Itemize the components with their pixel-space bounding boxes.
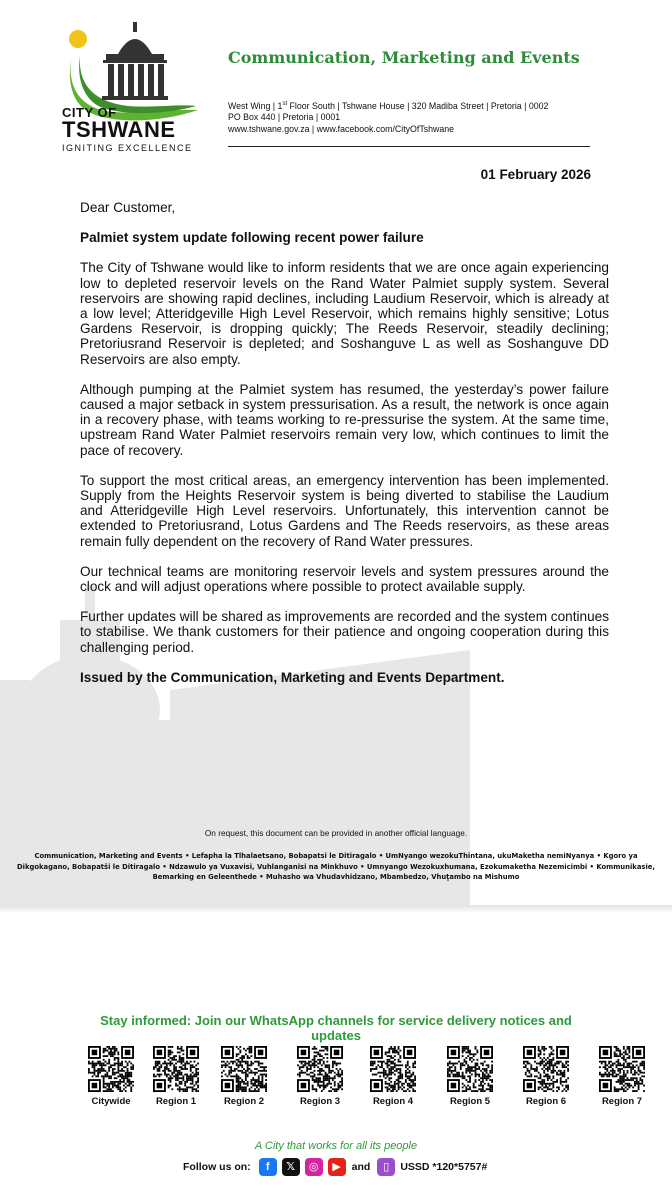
- address-line: PO Box 440 | Pretoria | 0001: [228, 112, 341, 123]
- qr-label: Region 1: [155, 1096, 197, 1107]
- logo-wordmark: [62, 106, 212, 153]
- header-divider: [228, 146, 590, 147]
- salutation: Dear Customer,: [80, 200, 176, 215]
- qr-code-icon[interactable]: [447, 1046, 493, 1092]
- qr-code-icon[interactable]: [370, 1046, 416, 1092]
- qr-code-icon[interactable]: [599, 1046, 645, 1092]
- ussd-code: USSD *120*5757#: [400, 1161, 488, 1173]
- department-languages: Communication, Marketing and Events • Lefapha la Tlhalaetsano, Bobapatsi le Ditiragalo • UmNyango wezokuThintana, ukuMaketha nemiNyanya • Kgoro ya Dikgokagano, Bobapatši le Ditiragalo • Ndzawulo ya Vuxavisi, Vuhlanganisi na Minkhuvo • Umnyango Wezokuxhumana, Ezokumaketha Nezemicimbi • Kommunikasie, Bemarking en Geleenthede • Muhasho wa Vhudavhidzano, Mbambedzo, Vhuṱambo na Mishumo: [17, 852, 655, 881]
- qr-channel-region-4[interactable]: [353, 1046, 433, 1107]
- subject-line: Palmiet system update following recent power failure: [80, 230, 424, 246]
- qr-code-icon[interactable]: [523, 1046, 569, 1092]
- qr-code-icon[interactable]: [297, 1046, 343, 1092]
- qr-channel-region-3[interactable]: [280, 1046, 360, 1107]
- qr-channel-region-7[interactable]: [582, 1046, 662, 1107]
- address-line: West Wing | 1st Floor South | Tshwane House | 320 Madiba Street | Pretoria | 0002: [228, 100, 549, 111]
- qr-label: Region 3: [299, 1096, 341, 1107]
- paragraph: Our technical teams are monitoring reservoir levels and system pressures around the clock and will adjust operations where possible to protect available supply.: [80, 563, 609, 595]
- qr-label: Region 4: [372, 1096, 414, 1107]
- logo-city-of: CITY OF: [62, 105, 117, 120]
- follow-us-bar: [183, 1157, 487, 1177]
- paragraph: Although pumping at the Palmiet system has resumed, the yesterday’s power failure caused a major setback in system pressurisation. As a result, the network is once again in a recovery phase, with teams working to re-pressurise the system. At the same time, upstream Rand Water Palmiet reservoirs remain very low, which continues to limit the pace of recovery.: [80, 381, 609, 458]
- qr-code-icon[interactable]: [153, 1046, 199, 1092]
- qr-label: Citywide: [91, 1096, 131, 1107]
- address-block: [228, 99, 548, 135]
- qr-label: Region 5: [449, 1096, 491, 1107]
- qr-channel-region-6[interactable]: [506, 1046, 586, 1107]
- qr-code-row: [0, 1046, 672, 1126]
- instagram-icon[interactable]: ◎: [305, 1158, 323, 1176]
- qr-label: Region 7: [601, 1096, 643, 1107]
- facebook-icon[interactable]: f: [259, 1158, 277, 1176]
- qr-code-icon[interactable]: [221, 1046, 267, 1092]
- qr-channel-region-2[interactable]: [204, 1046, 284, 1107]
- qr-label: Region 2: [223, 1096, 265, 1107]
- logo-tagline: IGNITING EXCELLENCE: [62, 143, 193, 153]
- paragraph: To support the most critical areas, an emergency intervention has been implemented. Supply from the Heights Reservoir system is being diverted to stabilise the Laudium and Atteridgeville High Level reservoirs. Unfortunately, this intervention cannot be extended to Pretoriusrand, Lotus Gardens and The Reeds reservoirs, as these areas remain fully dependent on the recovery of Rand Water pressures.: [80, 472, 609, 549]
- ussd-phone-icon[interactable]: ▯: [377, 1158, 395, 1176]
- youtube-icon[interactable]: ▶: [328, 1158, 346, 1176]
- issued-by: Issued by the Communication, Marketing and Events Department.: [80, 669, 505, 685]
- letter-date: 01 February 2026: [480, 167, 591, 182]
- letter-body: [80, 200, 609, 700]
- language-note: On request, this document can be provided in another official language.: [204, 828, 468, 838]
- and-label: and: [351, 1161, 371, 1173]
- paragraph: Further updates will be shared as improvements are recorded and the system continues to stabilise. We thank customers for their patience and ongoing cooperation during this challenging period.: [80, 609, 609, 655]
- whatsapp-title: Stay informed: Join our WhatsApp channels for service delivery notices and updates: [100, 1013, 572, 1043]
- follow-label: Follow us on:: [183, 1161, 251, 1173]
- x-icon[interactable]: 𝕏: [282, 1158, 300, 1176]
- qr-channel-region-5[interactable]: [430, 1046, 510, 1107]
- qr-code-icon[interactable]: [88, 1046, 134, 1092]
- slogan: A City that works for all its people: [254, 1140, 418, 1152]
- department-title: Communication, Marketing and Events: [228, 48, 580, 67]
- logo-tshwane: TSHWANE: [62, 117, 176, 142]
- qr-label: Region 6: [525, 1096, 567, 1107]
- address-line: www.tshwane.gov.za | www.facebook.com/CityOfTshwane: [228, 123, 455, 134]
- paragraph: The City of Tshwane would like to inform residents that we are once again experiencing low to depleted reservoir levels on the Rand Water Palmiet supply system. Several reservoirs are showing rapid declines, including Laudium Reservoir, which is already at a low level; Atteridgeville High Level Reservoir, which remains highly sensitive; Lotus Gardens Reservoir, is dropping quickly; The Reeds Reservoir, steadily declining; Pretoriusrand Reservoir is depleted; and Soshanguve L as well as Soshanguve DD Reservoirs are also empty.: [80, 260, 609, 367]
- page-edge-shadow: [0, 905, 672, 913]
